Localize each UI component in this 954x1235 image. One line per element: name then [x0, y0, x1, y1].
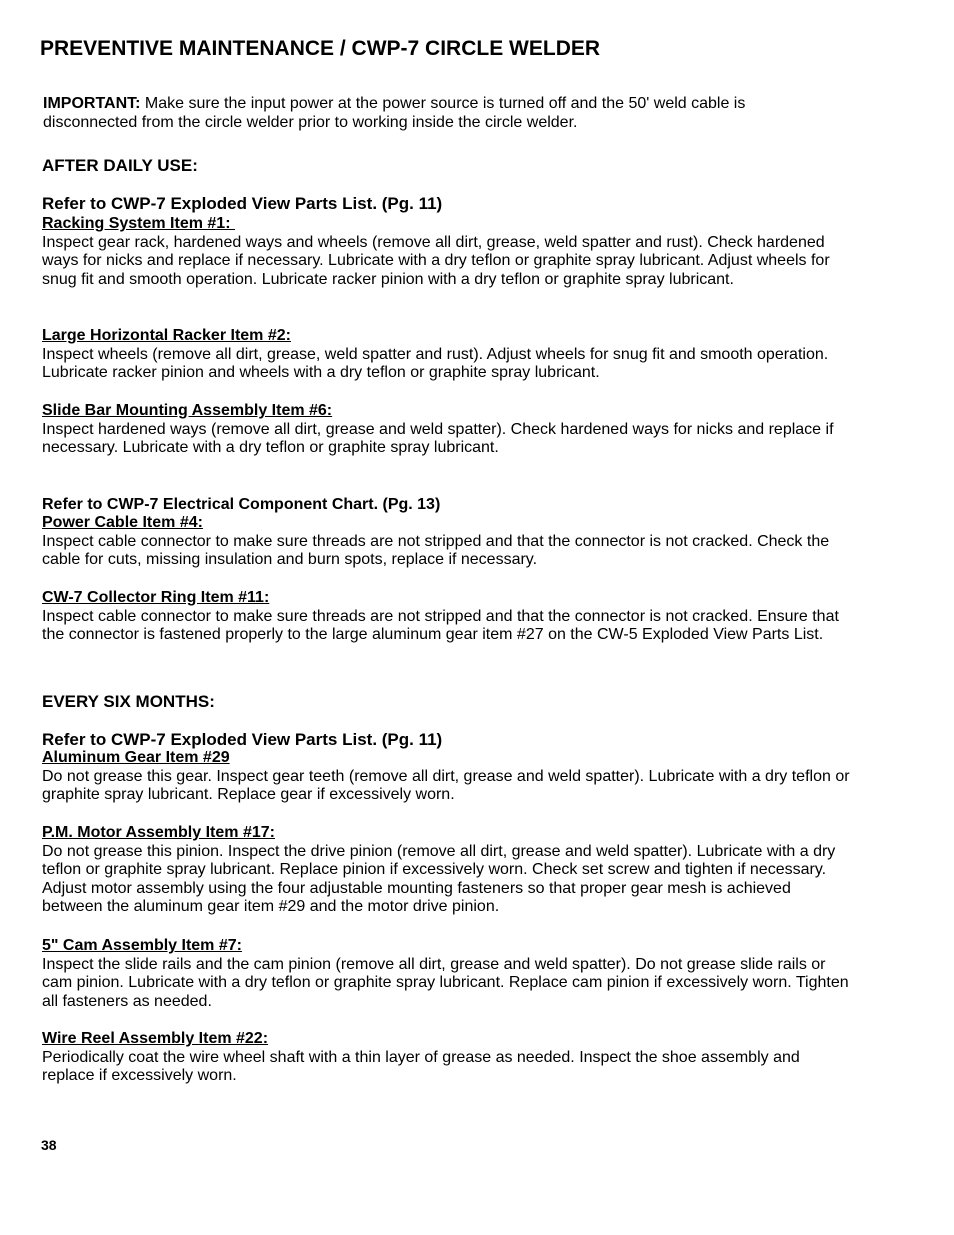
item-aluminum-gear [42, 749, 852, 805]
item-racking-system [42, 215, 852, 289]
item-title: Wire Reel Assembly Item #22: [42, 1030, 269, 1047]
page-title: PREVENTIVE MAINTENANCE / CWP-7 CIRCLE WELDER [40, 37, 601, 60]
item-cam-assembly [42, 937, 852, 1011]
section-heading-six-months: EVERY SIX MONTHS: [42, 692, 215, 711]
item-body: Inspect wheels (remove all dirt, grease, weld spatter and rust). Adjust wheels for snug fit and smooth operation. Lubricate racker pinion and wheels with a dry teflon or graphite spray lubricant. [42, 345, 829, 382]
item-wire-reel-assembly [42, 1030, 852, 1086]
item-title: Slide Bar Mounting Assembly Item #6: [42, 402, 333, 419]
reference-exploded-view-2: Refer to CWP-7 Exploded View Parts List. (Pg. 11) [42, 730, 443, 749]
item-title: Aluminum Gear Item #29 [42, 749, 230, 766]
item-title: Large Horizontal Racker Item #2: [42, 327, 291, 344]
item-pm-motor-assembly [42, 824, 852, 917]
item-large-horizontal-racker [42, 327, 852, 383]
item-body: Inspect cable connector to make sure threads are not stripped and that the connector is not cracked. Check the cable for cuts, missing insulation and burn spots, replace if necessary. [42, 532, 830, 569]
page-number: 38 [41, 1137, 57, 1153]
item-body: Inspect gear rack, hardened ways and wheels (remove all dirt, grease, weld spatter and rust). Check hardened ways for nicks and replace if necessary. Lubricate with a dry teflon or graphite spray lubricant. Adjust wheels for snug fit and smooth operation. Lubricate racker pinion with a dry teflon or graphite spray lubricant. [42, 233, 830, 288]
item-title: CW-7 Collector Ring Item #11: [42, 589, 270, 606]
item-body: Do not grease this pinion. Inspect the drive pinion (remove all dirt, grease and weld spatter). Lubricate with a dry teflon or graphite spray lubricant. Replace pinion if excessively worn. Check set screw and tighten if necessary. Adjust motor assembly using the four adjustable mounting fasteners so that proper gear mesh is achieved between the aluminum gear item #29 and the motor drive pinion. [42, 842, 836, 916]
item-title: 5" Cam Assembly Item #7: [42, 937, 242, 954]
reference-electrical-chart: Refer to CWP-7 Electrical Component Chart. (Pg. 13) [42, 496, 441, 513]
item-body: Do not grease this gear. Inspect gear teeth (remove all dirt, grease and weld spatter). Lubricate with a dry teflon or graphite spray lubricant. Replace gear if excessively worn. [42, 767, 850, 804]
item-title: Racking System Item #1: [42, 215, 235, 232]
item-body: Periodically coat the wire wheel shaft with a thin layer of grease as needed. Inspect the shoe assembly and replace if excessively worn. [42, 1048, 800, 1085]
item-slide-bar-mounting [42, 402, 852, 458]
reference-exploded-view: Refer to CWP-7 Exploded View Parts List. (Pg. 11) [42, 194, 443, 213]
item-body: Inspect hardened ways (remove all dirt, grease and weld spatter). Check hardened ways for nicks and replace if necessary. Lubricate with a dry teflon or graphite spray lubricant. [42, 420, 834, 457]
important-label: IMPORTANT: [43, 95, 141, 112]
item-title: P.M. Motor Assembly Item #17: [42, 824, 275, 841]
item-body: Inspect cable connector to make sure threads are not stripped and that the connector is not cracked. Ensure that the connector is fastened properly to the large aluminum gear item #27 on the CW-5 Exploded View Parts List. [42, 607, 839, 644]
important-notice [43, 94, 843, 132]
section-heading-daily: AFTER DAILY USE: [42, 156, 198, 175]
important-text: Make sure the input power at the power source is turned off and the 50' weld cable is disconnected from the circle welder prior to working inside the circle welder. [43, 95, 746, 131]
item-power-cable [42, 514, 852, 570]
item-collector-ring [42, 589, 852, 645]
item-title: Power Cable Item #4: [42, 514, 203, 531]
item-body: Inspect the slide rails and the cam pinion (remove all dirt, grease and weld spatter). Do not grease slide rails or cam pinion. Lubricate with a dry teflon or graphite spray lubricant. Replace cam pinion if excessively worn. Tighten all fasteners as needed. [42, 955, 849, 1010]
